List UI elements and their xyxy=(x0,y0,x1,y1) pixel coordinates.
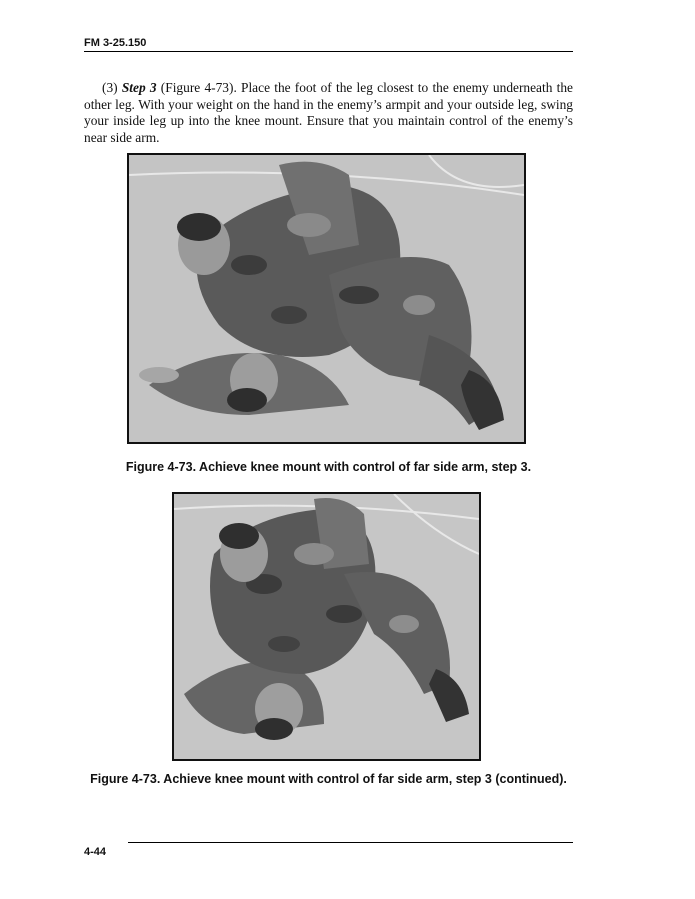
step-label: Step 3 xyxy=(121,80,157,95)
figure-caption-2: Figure 4-73. Achieve knee mount with control of far side arm, step 3 (continued). xyxy=(90,772,567,786)
photo-illustration xyxy=(129,155,524,442)
footer-rule xyxy=(128,842,573,843)
photo-illustration xyxy=(174,494,479,759)
document-id: FM 3-25.150 xyxy=(84,37,147,49)
figure-photo-2 xyxy=(172,492,481,761)
running-header xyxy=(84,37,573,52)
page-number: 4-44 xyxy=(84,846,107,858)
paragraph-text: (Figure 4-73). Place the foot of the leg closest to the enemy underneath the other leg. With your weight on the hand in the enemy’s armpit and your outside leg, swing your inside leg up into the knee mount. Ensure that you maintain control of the enemy’s near side arm. xyxy=(84,80,573,145)
paragraph-prefix: (3) xyxy=(102,80,122,95)
figure-caption-1: Figure 4-73. Achieve knee mount with control of far side arm, step 3. xyxy=(125,460,532,474)
figure-photo-1 xyxy=(127,153,526,444)
step-paragraph xyxy=(84,80,573,146)
